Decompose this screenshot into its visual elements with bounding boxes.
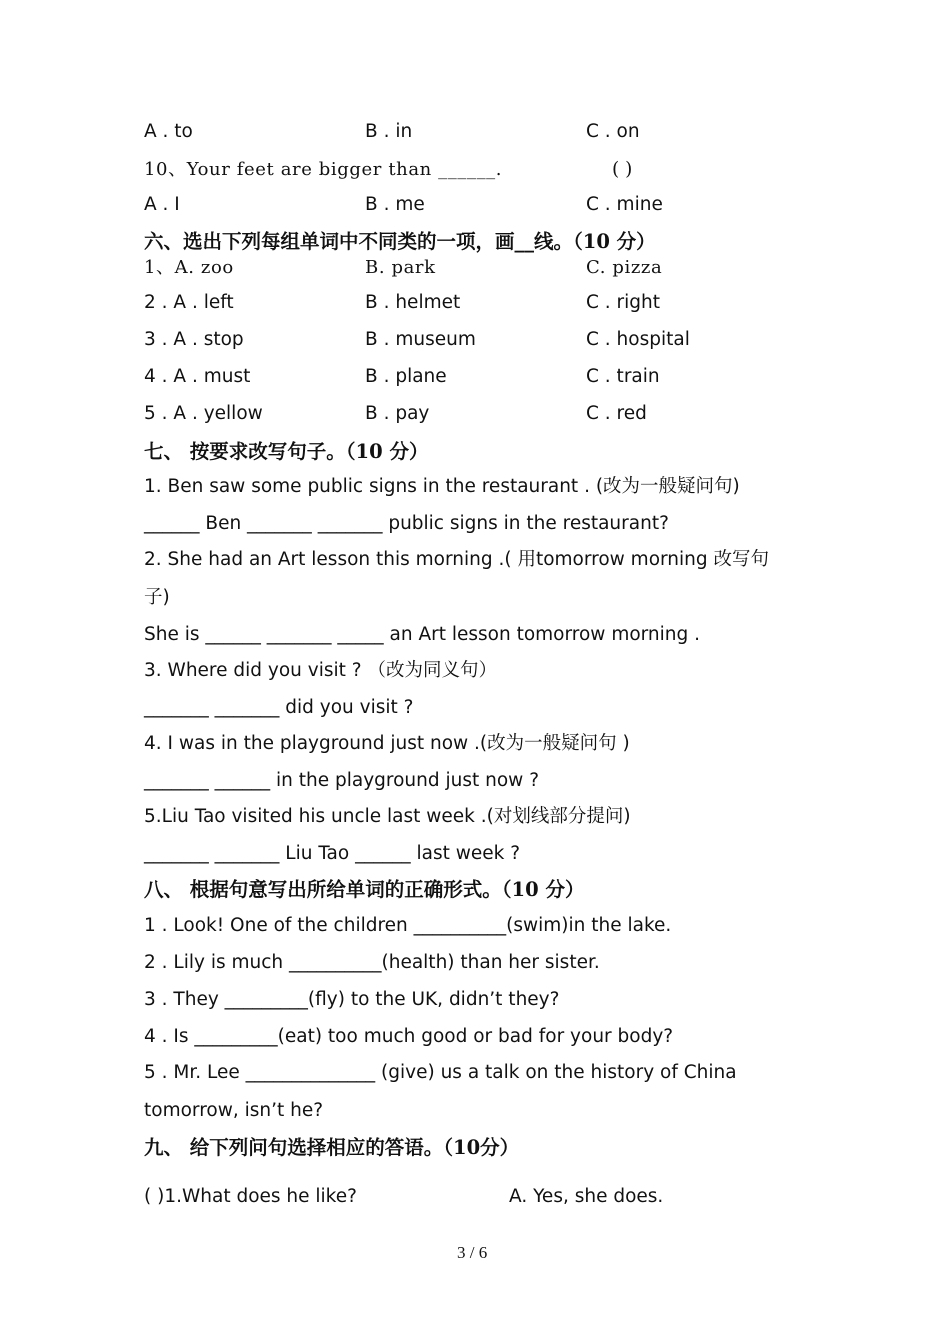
row-3-option-c: C . hospital [586, 329, 690, 350]
row-2-option-a: 2 . A . left [144, 292, 234, 313]
word-form-item-2: 2 . Lily is much __________(health) than her sister. [144, 952, 600, 973]
row-3-option-a: 3 . A . stop [144, 329, 244, 350]
option-c: C . mine [586, 194, 663, 215]
section-8-heading: 八、 根据句意写出所给单词的正确形式。（10 分） [144, 878, 585, 901]
rewrite-item-4: 4. I was in the playground just now .(改为一般疑问句 ) [144, 733, 630, 754]
question-10-text: 10、Your feet are bigger than ______. [144, 159, 503, 180]
row-2-option-c: C . right [586, 292, 661, 313]
option-b: B . me [365, 194, 425, 215]
rewrite-answer-2: She is ______ _______ _____ an Art lesson tomorrow morning . [144, 624, 701, 645]
page-number: 3 / 6 [457, 1243, 488, 1262]
rewrite-item-5: 5.Liu Tao visited his uncle last week .(对划线部分提问) [144, 806, 631, 827]
section-6-heading: 六、选出下列每组单词中不同类的一项，画__线。（10 分） [144, 230, 656, 253]
match-question-1: ( )1.What does he like? [144, 1186, 357, 1207]
rewrite-answer-5: _______ _______ Liu Tao ______ last week ? [144, 843, 521, 864]
option-b: B . in [365, 121, 413, 142]
match-answer-a: A. Yes, she does. [509, 1186, 664, 1207]
option-c: C . on [586, 121, 640, 142]
rewrite-answer-1: ______ Ben _______ _______ public signs in the restaurant? [144, 513, 669, 534]
row-5-option-a: 5 . A . yellow [144, 403, 263, 424]
rewrite-item-2: 2. She had an Art lesson this morning .( 用tomorrow morning 改写句 [144, 549, 770, 570]
row-4-option-b: B . plane [365, 366, 447, 387]
word-form-item-5-cont: tomorrow, isn’t he? [144, 1100, 324, 1121]
row-5-option-c: C . red [586, 403, 647, 424]
rewrite-item-3: 3. Where did you visit ? （改为同义句） [144, 660, 497, 681]
rewrite-item-2-cont: 子) [144, 587, 170, 608]
row-3-option-b: B . museum [365, 329, 476, 350]
rewrite-answer-3: _______ _______ did you visit ? [144, 697, 414, 718]
section-7-heading: 七、 按要求改写句子。（10 分） [144, 440, 429, 463]
word-form-item-1: 1 . Look! One of the children __________(swim)in the lake. [144, 915, 672, 936]
word-form-item-3: 3 . They _________(fly) to the UK, didn’t they? [144, 989, 560, 1010]
answer-parentheses: ( ) [612, 159, 633, 180]
row-2-option-b: B . helmet [365, 292, 461, 313]
rewrite-item-1: 1. Ben saw some public signs in the restaurant . (改为一般疑问句) [144, 476, 740, 497]
row-1-option-b: B. park [365, 257, 436, 278]
section-9-heading: 九、 给下列问句选择相应的答语。（10分） [144, 1136, 520, 1159]
option-a: A . I [144, 194, 180, 215]
word-form-item-4: 4 . Is _________(eat) too much good or bad for your body? [144, 1026, 674, 1047]
row-1-option-a: 1、A. zoo [144, 257, 234, 278]
row-1-option-c: C. pizza [586, 257, 663, 278]
row-5-option-b: B . pay [365, 403, 430, 424]
row-4-option-c: C . train [586, 366, 660, 387]
row-4-option-a: 4 . A . must [144, 366, 251, 387]
word-form-item-5: 5 . Mr. Lee ______________ (give) us a talk on the history of China [144, 1062, 737, 1083]
rewrite-answer-4: _______ ______ in the playground just now ? [144, 770, 540, 791]
option-a: A . to [144, 121, 193, 142]
